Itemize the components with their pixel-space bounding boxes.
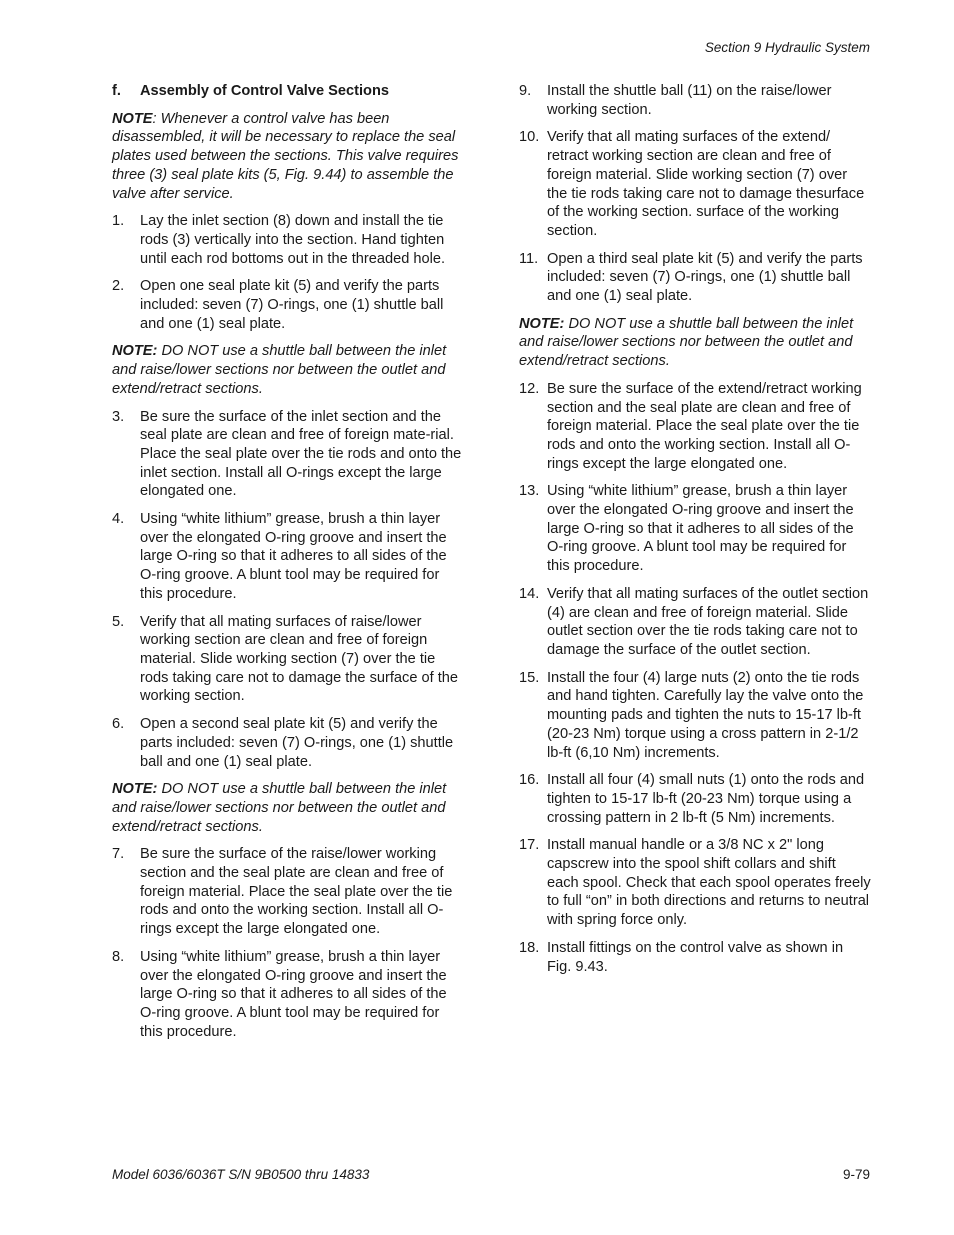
step-number: 2.	[112, 278, 125, 295]
step-text: Be sure the surface of the raise/lower working section and the seal plate are clean and free of foreign material. Place the seal plate over the tie rods and onto the working section. Install all O-rings except the large elongated one.	[140, 846, 453, 938]
step-17	[519, 836, 871, 930]
step-2	[112, 277, 464, 333]
step-text: Verify that all mating surfaces of the extend/ retract working section are clean and free of foreign material. Slide working section (7) over the tie rods taking care not to damage thesurface of the working section. surface of the working section.	[547, 129, 865, 239]
step-text: Install fittings on the control valve as shown in Fig. 9.43.	[547, 939, 844, 975]
step-number: 18.	[519, 939, 540, 956]
step-text: Be sure the surface of the inlet section and the seal plate are clean and free of foreign mate-rial. Place the seal plate over the tie rods and onto the inlet section. Install all O-rings except the large elongated one.	[140, 408, 462, 500]
heading-label: f.	[112, 83, 121, 99]
step-text: Lay the inlet section (8) down and install the tie rods (3) vertically into the section. Hand tighten until each rod bottoms out in the threaded hole.	[140, 213, 446, 267]
note-text: DO NOT use a shuttle ball between the inlet and raise/lower sections nor between the outlet and extend/retract sections.	[519, 315, 854, 370]
step-6	[112, 715, 464, 771]
step-number: 8.	[112, 948, 125, 965]
note-label: NOTE:	[112, 343, 158, 360]
step-12	[519, 380, 871, 474]
step-text: Verify that all mating surfaces of raise/lower working section are clean and free of foreign material. Slide working section (7) over the tie rods taking care not to damage the surface of the working section.	[140, 613, 459, 705]
intro-note	[112, 110, 464, 204]
step-3	[112, 408, 464, 502]
note-text: DO NOT use a shuttle ball between the inlet and raise/lower sections nor between the outlet and extend/retract sections.	[112, 343, 447, 397]
step-number: 17.	[519, 837, 540, 854]
section-heading	[112, 82, 464, 101]
heading-title: Assembly of Control Valve Sections	[140, 83, 389, 99]
step-text: Verify that all mating surfaces of the outlet section (4) are clean and free of foreign material. Slide outlet section over the tie rods taking care not to damage the surface of the outlet section.	[547, 585, 869, 658]
step-number: 6.	[112, 716, 125, 733]
left-column	[112, 82, 464, 1050]
step-4	[112, 510, 464, 604]
note-text: DO NOT use a shuttle ball between the inlet and raise/lower sections nor between the outlet and extend/retract sections.	[112, 781, 447, 835]
step-number: 14.	[519, 585, 540, 602]
step-text: Install the four (4) large nuts (2) onto the tie rods and hand tighten. Carefully lay the valve onto the mounting pads and tighten the nuts to 15-17 lb-ft (20-23 Nm) torque using a cross pattern in 2-1/2 lb-ft (6,10 Nm) increments.	[547, 669, 864, 761]
step-number: 7.	[112, 846, 125, 863]
step-number: 9.	[519, 83, 532, 99]
step-number: 10.	[519, 129, 540, 146]
note-label: NOTE	[112, 110, 153, 127]
step-number: 5.	[112, 613, 125, 630]
step-text: Open one seal plate kit (5) and verify the parts included: seven (7) O-rings, one (1) shuttle ball and one (1) seal plate.	[140, 278, 444, 332]
shuttle-ball-note	[112, 780, 464, 836]
step-text: Using “white lithium” grease, brush a thin layer over the elongated O-ring groove and insert the large O-ring so that it adheres to all sides of the O-ring groove. A blunt tool may be required for this procedure.	[140, 948, 447, 1040]
note-label: NOTE:	[112, 781, 158, 798]
step-18	[519, 939, 871, 976]
note-label: NOTE:	[519, 315, 565, 332]
step-text: Install manual handle or a 3/8 NC x 2" long capscrew into the spool shift collars and shift each spool. Check that each spool operates freely to full “on” in both directions and returns to neutral with spring force only.	[547, 837, 871, 929]
step-text: Using “white lithium” grease, brush a thin layer over the elongated O-ring groove and insert the large O-ring so that it adheres to all sides of the O-ring groove. A blunt tool may be required for this procedure.	[547, 483, 854, 575]
step-number: 4.	[112, 511, 125, 528]
step-number: 13.	[519, 483, 540, 500]
step-text: Install all four (4) small nuts (1) onto the rods and tighten to 15-17 lb-ft (20-23 Nm) torque using a crossing pattern in 2 lb-ft (5 Nm) increments.	[547, 772, 865, 826]
step-15	[519, 669, 871, 763]
step-13	[519, 482, 871, 576]
step-number: 1.	[112, 213, 125, 230]
page-number: 9-79	[842, 1167, 870, 1182]
step-16	[519, 771, 871, 827]
right-column	[519, 82, 871, 985]
footer-model: Model 6036/6036T S/N 9B0500 thru 14833	[112, 1167, 370, 1182]
step-1	[112, 212, 464, 268]
step-text: Be sure the surface of the extend/retract working section and the seal plate are clean and free of foreign material. Place the seal plate over the tie rods and onto the working section. Install all O-rings except the large elongated one.	[547, 380, 862, 472]
step-9	[519, 82, 871, 119]
step-text: Open a second seal plate kit (5) and verify the parts included: seven (7) O-rings, one (1) shuttle ball and one (1) seal plate.	[140, 716, 454, 770]
step-7	[112, 845, 464, 939]
step-11	[519, 250, 871, 306]
step-number: 15.	[519, 669, 540, 686]
step-8	[112, 948, 464, 1042]
shuttle-ball-note	[112, 342, 464, 398]
step-number: 16.	[519, 772, 540, 789]
note-text: : Whenever a control valve has been disassembled, it will be necessary to replace the seal plates used between the sections. This valve requires three (3) seal plate kits (5, Fig. 9.44) to assemble the valve after service.	[112, 110, 459, 202]
step-14	[519, 585, 871, 660]
step-5	[112, 613, 464, 707]
step-text: Install the shuttle ball (11) on the raise/lower working section.	[547, 83, 832, 118]
step-text: Open a third seal plate kit (5) and verify the parts included: seven (7) O-rings, one (1) shuttle ball and one (1) seal plate.	[547, 250, 863, 305]
step-number: 12.	[519, 380, 540, 397]
step-number: 11.	[519, 250, 539, 267]
shuttle-ball-note	[519, 315, 871, 371]
step-text: Using “white lithium” grease, brush a thin layer over the elongated O-ring groove and insert the large O-ring so that it adheres to all sides of the O-ring groove. A blunt tool may be required for this procedure.	[140, 511, 447, 602]
step-number: 3.	[112, 408, 125, 425]
step-10	[519, 128, 871, 240]
running-header: Section 9 Hydraulic System	[704, 40, 870, 55]
